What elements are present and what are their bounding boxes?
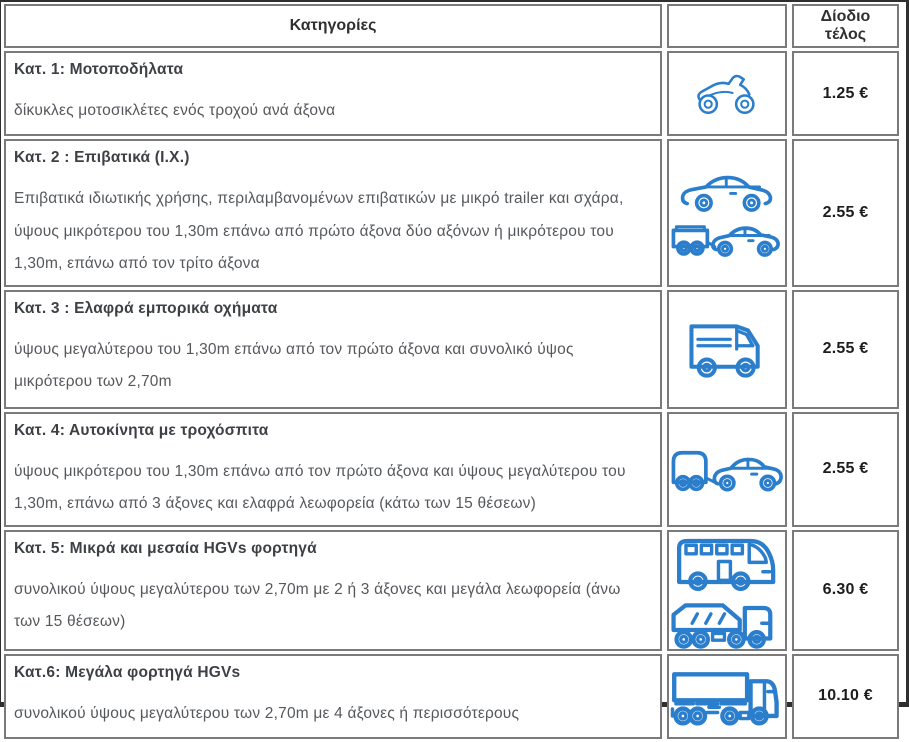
header-icon-column xyxy=(667,4,787,48)
category-title: Κατ. 2 : Επιβατικά (Ι.Χ.) xyxy=(14,149,190,166)
category-description: συνολικού ύψους μεγαλύτερου των 2,70m με 4 άξονες ή περισσότερους xyxy=(14,704,520,722)
category-title: Κατ. 5: Μικρά και μεσαία HGVs φορτηγά xyxy=(14,539,317,557)
car-with-caravan-icon xyxy=(669,445,787,493)
category-cell-3 xyxy=(4,290,662,409)
category-title: Κατ. 4: Αυτοκίνητα με τροχόσπιτα xyxy=(14,421,269,439)
category-row-4 xyxy=(4,412,899,527)
category-cell-6 xyxy=(4,654,662,739)
category-description: δίκυκλες μοτοσικλέτες ενός τροχού ανά άξονα xyxy=(14,102,336,119)
price-cell: 6.30 € xyxy=(792,530,899,651)
category-cell-4 xyxy=(4,412,662,527)
motorcycle-icon xyxy=(694,70,760,118)
header-toll-fee: Δίοδιο τέλος xyxy=(792,4,899,48)
semi-truck-icon xyxy=(669,665,787,727)
van-icon xyxy=(685,316,769,382)
car-icon xyxy=(680,169,774,215)
category-row-5 xyxy=(4,530,899,651)
vehicle-icon-cell xyxy=(667,654,787,739)
vehicle-icon-cell xyxy=(667,51,787,136)
category-row-2 xyxy=(4,139,899,287)
price-cell: 2.55 € xyxy=(792,290,899,409)
price-cell: 10.10 € xyxy=(792,654,899,739)
category-row-1 xyxy=(4,51,899,136)
category-cell-2 xyxy=(4,139,662,287)
vehicle-icon-cell xyxy=(667,530,787,651)
category-row-6 xyxy=(4,654,899,739)
category-cell-1 xyxy=(4,51,662,136)
vehicle-icon-cell xyxy=(667,412,787,527)
car-with-trailer-icon xyxy=(669,217,787,257)
category-row-3 xyxy=(4,290,899,409)
category-cell-5 xyxy=(4,530,662,651)
header-row xyxy=(4,4,899,48)
category-description: συνολικού ύψους μεγαλύτερου των 2,70m με 2 ή 3 άξονες και μεγάλα λεωφορεία (άνω των 15 θέσεων) xyxy=(14,580,621,631)
bus-icon xyxy=(674,534,780,589)
toll-categories-table xyxy=(0,1,904,742)
price-cell: 1.25 € xyxy=(792,51,899,136)
vehicle-icon-cell xyxy=(667,290,787,409)
category-description: ύψους μεγαλύτερου του 1,30m επάνω από τον πρώτο άξονα και συνολικό ύψος μικρότερου των 2,70m xyxy=(14,340,574,391)
dump-truck-icon xyxy=(669,591,785,647)
vehicle-icon-cell xyxy=(667,139,787,287)
price-cell: 2.55 € xyxy=(792,412,899,527)
header-categories: Κατηγορίες xyxy=(4,4,662,48)
category-description: ύψους μικρότερου του 1,30m επάνω από τον πρώτο άξονα και ύψους μεγαλύτερου του 1,30m, επάνω από 3 άξονες και ελαφρά λεωφορεία (κάτω των 15 θέσεων) xyxy=(14,462,626,513)
category-title: Κατ. 3 : Ελαφρά εμπορικά οχήματα xyxy=(14,299,278,317)
price-cell: 2.55 € xyxy=(792,139,899,287)
category-title: Κατ. 1: Μοτοποδήλατα xyxy=(14,61,184,78)
category-description: Επιβατικά ιδιωτικής χρήσης, περιλαμβανομένων επιβατικών με μικρό trailer και σχάρα, ύψους μικρότερου του 1,30m επάνω από πρώτο άξονα δύο αξόνων ή μικρότερου του 1,30m, επάνω από τον τρίτο άξονα xyxy=(14,190,624,273)
category-title: Κατ.6: Μεγάλα φορτηγά HGVs xyxy=(14,663,241,681)
